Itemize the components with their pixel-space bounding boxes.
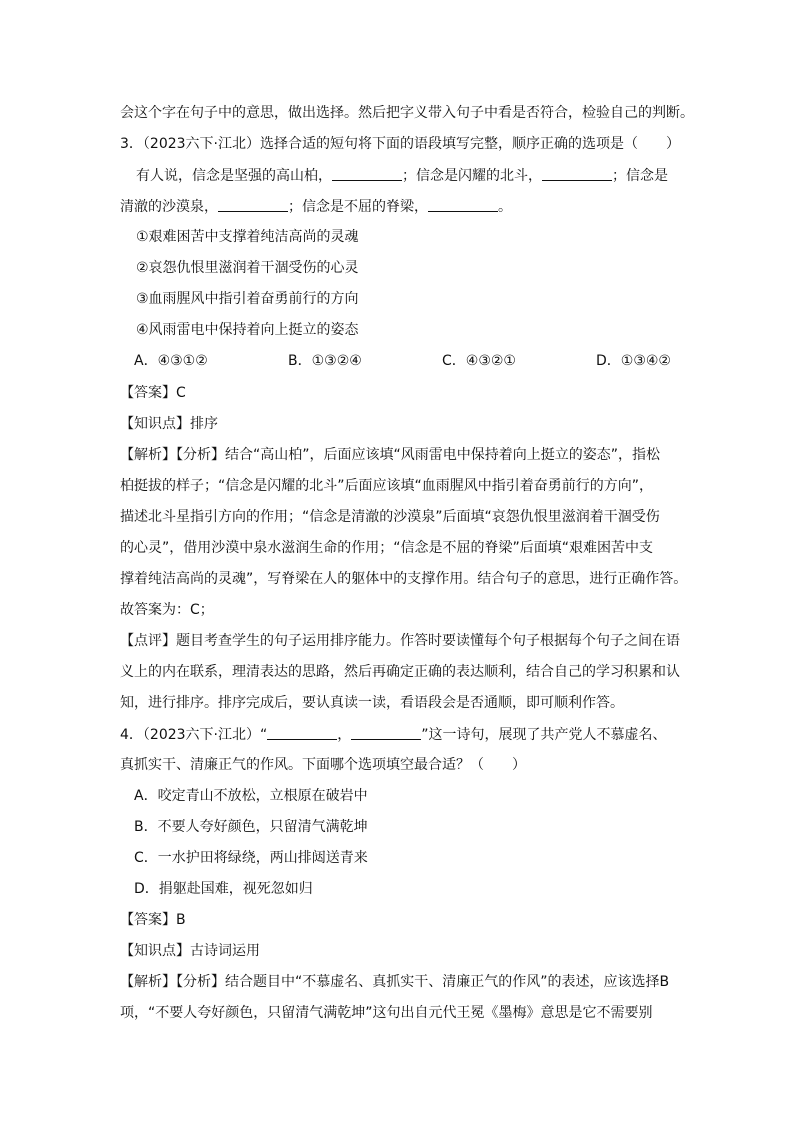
sentence-option: ②哀怨仇恨里滋润着干涸受伤的心灵 [136, 260, 359, 276]
analysis-text: 柏挺拔的样子；“信念是闪耀的北斗”后面应该填“血雨腥风中指引着奋勇前行的方向”， [120, 478, 654, 494]
fill-blank [267, 724, 337, 740]
analysis-text: 【解析】【分析】结合“高山柏”，后面应该填“风雨雷电中保持着向上挺立的姿态”，指松 [120, 447, 661, 463]
stem-text: 4．（2023六下·江北）“ [120, 727, 268, 743]
fill-blank [218, 196, 288, 212]
passage-text: ；信念是 [612, 168, 668, 184]
sentence-option: ①艰难困苦中支撑着纯洁高尚的灵魂 [136, 229, 359, 245]
analysis-text: 撑着纯洁高尚的灵魂”，写脊梁在人的躯体中的支撑作用。结合句子的意思，进行正确作答。 [120, 571, 688, 587]
choice-b: B．①③②④ [288, 353, 362, 369]
sentence-option: ④风雨雷电中保持着向上挺立的姿态 [136, 322, 359, 338]
choice-d: D．①③④② [596, 353, 671, 369]
answer-label: 【答案】C [120, 385, 186, 401]
stem-text: ， [337, 727, 352, 743]
question-3-passage [120, 196, 512, 216]
passage-text: 清澈的沙漠泉， [120, 199, 218, 215]
comment-text: 义上的内在联系，理清表达的思路，然后再确定正确的表达顺利，结合自己的学习积累和认 [120, 664, 680, 680]
sentence-option: ③血雨腥风中指引着奋勇前行的方向 [136, 291, 359, 307]
passage-text: ；信念是闪耀的北斗， [402, 168, 542, 184]
fill-blank [428, 196, 498, 212]
passage-text: ；信念是不屈的脊梁， [288, 199, 428, 215]
choice-c: C．一水护田将绿绕，两山排闼送青来 [134, 850, 368, 866]
analysis-text: 的心灵”，借用沙漠中泉水滋润生命的作用；“信念是不屈的脊梁”后面填“艰难困苦中支 [120, 540, 654, 556]
choice-c: C．④③②① [442, 353, 516, 369]
text-line: 会这个字在句子中的意思，做出选择。然后把字义带入句子中看是否符合，检验自己的判断。 [120, 105, 694, 121]
choice-a: A．④③①② [134, 353, 208, 369]
analysis-text: 【解析】【分析】结合题目中“不慕虚名、真抓实干、清廉正气的作风”的表述，应该选择B [120, 974, 670, 990]
analysis-text: 描述北斗星指引方向的作用；“信念是清澈的沙漠泉”后面填“哀怨仇恨里滋润着干涸受伤 [120, 509, 660, 525]
question-3-choices [134, 351, 679, 371]
analysis-text: 项，“不要人夸好颜色，只留清气满乾坤”这句出自元代王冕《墨梅》意思是它不需要别 [120, 1005, 653, 1021]
fill-blank [542, 165, 612, 181]
analysis-text: 故答案为：C； [120, 602, 214, 618]
passage-text: 有人说，信念是坚强的高山柏， [136, 168, 332, 184]
question-3-passage [136, 165, 668, 185]
fill-blank [332, 165, 402, 181]
choice-b: B．不要人夸好颜色，只留清气满乾坤 [134, 819, 368, 835]
comment-text: 知，进行排序。排序完成后，要认真读一读，看语段会是否通顺，即可顺利作答。 [120, 695, 624, 711]
passage-text: 。 [498, 199, 512, 215]
stem-text: ”这一诗句，展现了共产党人不慕虚名、 [421, 727, 667, 743]
knowledge-point: 【知识点】古诗词运用 [120, 943, 260, 959]
question-4-stem: 真抓实干、清廉正气的作风。下面哪个选项填空最合适？（ ） [120, 757, 526, 773]
knowledge-point: 【知识点】排序 [120, 416, 218, 432]
question-4-stem [120, 724, 667, 744]
choice-d: D．捐躯赴国难，视死忽如归 [134, 881, 313, 897]
answer-label: 【答案】B [120, 912, 186, 928]
comment-text: 【点评】题目考查学生的句子运用排序能力。作答时要读懂每个句子根据每个句子之间在语 [120, 633, 680, 649]
fill-blank [351, 724, 421, 740]
choice-a: A．咬定青山不放松，立根原在破岩中 [134, 788, 368, 804]
question-3-stem: 3．（2023六下·江北）选择合适的短句将下面的语段填写完整，顺序正确的选项是（ ） [120, 136, 680, 152]
